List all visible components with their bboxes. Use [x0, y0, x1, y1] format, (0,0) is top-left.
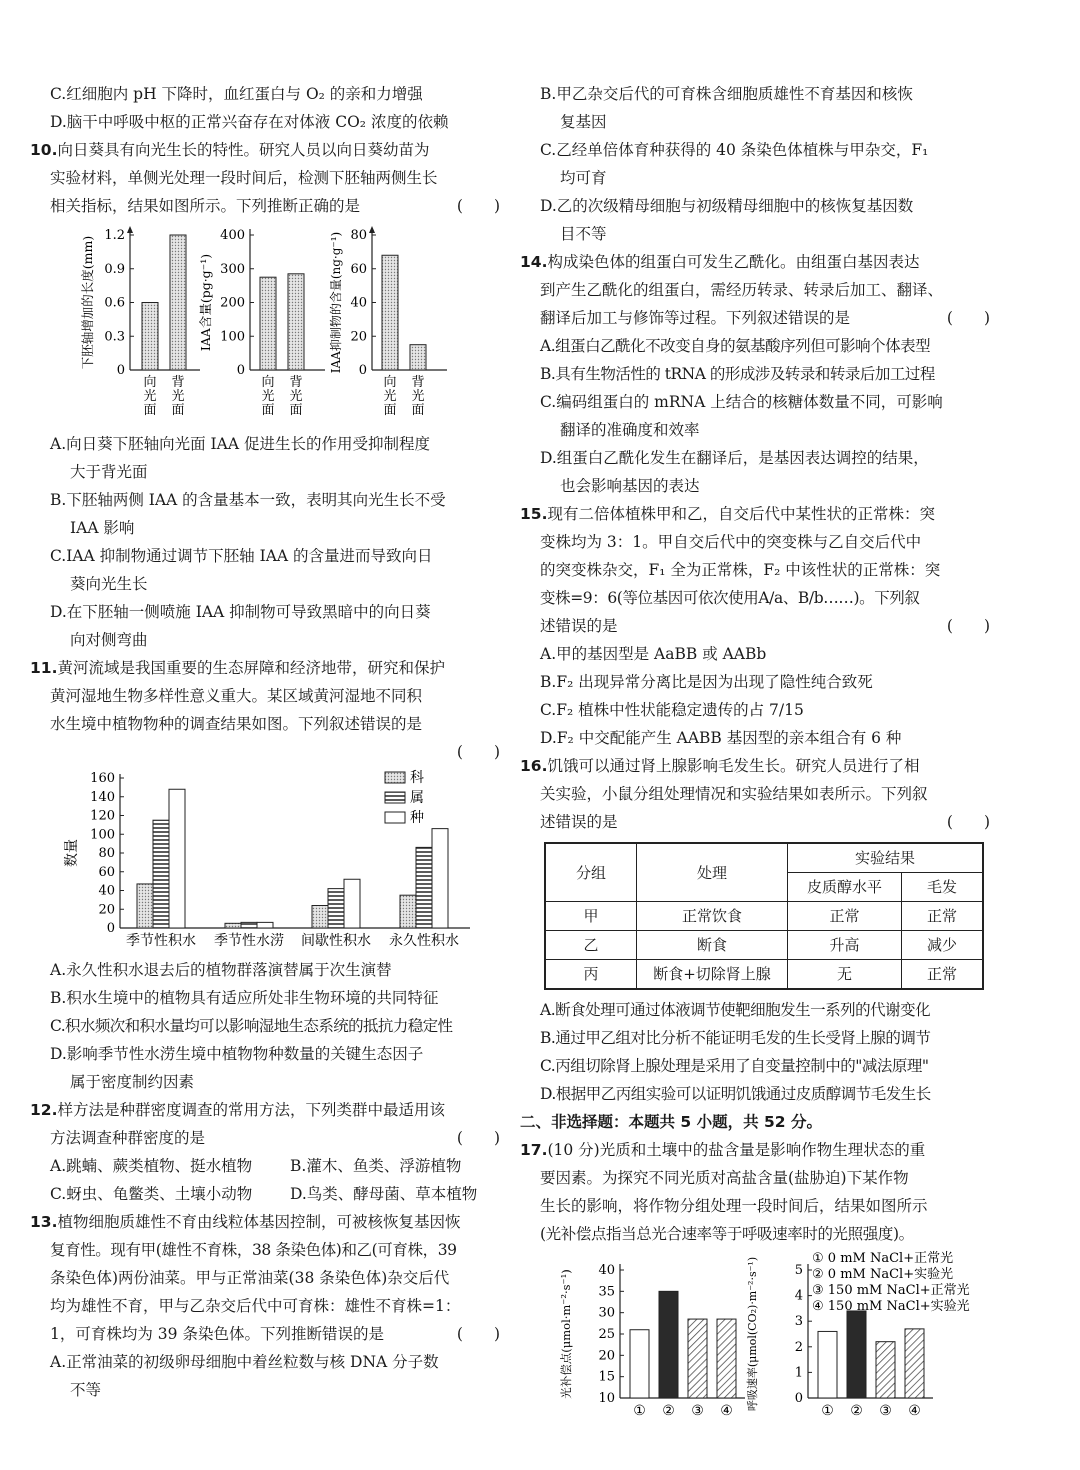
q11-option-a: A.永久性积水退去后的植物群落演替属于次生演替 [50, 961, 392, 979]
y-tick-label: 1.2 [104, 228, 125, 243]
y-tick-label: 120 [90, 808, 115, 824]
y-tick-label: 300 [220, 261, 245, 277]
q10-option-b: B.下胚轴两侧 IAA 的含量基本一致，表明其向光生长不受 [50, 491, 446, 509]
y-tick-label: 60 [350, 261, 367, 277]
legend-swatch [385, 772, 405, 783]
y-tick-label: 30 [598, 1305, 615, 1321]
q14-option-c: C.编码组蛋白的 mRNA 上结合的核糖体数量不同，可影响 [540, 393, 943, 411]
q14-option-d: D.组蛋白乙酰化发生在翻译后，是基因表达调控的结果， [540, 449, 929, 467]
table-header-cortisol: 皮质醇水平 [788, 873, 902, 902]
bar [312, 906, 328, 929]
q15-option-b: B.F₂ 出现异常分离比是因为出现了隐性纯合致死 [540, 673, 873, 691]
table-cell: 正常 [902, 960, 984, 990]
q16-stem-line: 述错误的是 ( ) [520, 808, 990, 836]
bar [905, 1329, 924, 1398]
q17-stem-line: 17.(10 分)光质和土壤中的盐含量是影响作物生理状态的重 [520, 1141, 926, 1159]
y-tick-label: 0 [236, 363, 245, 378]
q11-stem-line: 11.黄河流域是我国重要的生态屏障和经济地带，研究和保护 [30, 659, 445, 677]
x-tick-label-char: 光 [171, 389, 185, 404]
y-tick-label: 0.6 [104, 295, 125, 311]
legend-swatch [385, 792, 405, 803]
q17-stem-line: (光补偿点指当总光合速率等于呼吸速率时的光照强度)。 [540, 1225, 914, 1243]
q14-number: 14. [520, 253, 548, 271]
y-tick-label: 100 [90, 827, 115, 843]
x-tick-label-char: 向 [261, 375, 275, 390]
x-tick-label-char: 面 [383, 403, 397, 418]
q10-option-a-cont: 大于背光面 [70, 463, 148, 481]
q13-option-d: D.乙的次级精母细胞与初级精母细胞中的核恢复基因数 [540, 197, 914, 215]
q10-bar-charts [30, 220, 500, 430]
q11-stem-line: 黄河湿地生物多样性意义重大。某区域黄河湿地不同积 [50, 687, 423, 705]
legend-label: ① 0 mM NaCl+正常光 [812, 1251, 954, 1266]
legend-label: 属 [410, 790, 424, 806]
y-tick-label: 15 [598, 1369, 615, 1385]
q16-option-b: B.通过甲乙组对比分析不能证明毛发的生长受肾上腺的调节 [540, 1029, 931, 1047]
y-tick-label: 140 [90, 789, 115, 805]
answer-blank: ( ) [946, 813, 990, 831]
y-axis-label: 数量 [64, 839, 80, 867]
table-row [545, 960, 983, 990]
q11-stem-line: 水生境中植物物种的调查结果如图。下列叙述错误的是 [50, 715, 423, 733]
q9-option-d: D.脑干中呼吸中枢的正常兴奋存在对体液 CO₂ 浓度的依赖 [50, 113, 449, 131]
y-tick-label: 40 [98, 883, 115, 899]
y-tick-label: 2 [794, 1339, 803, 1355]
q13-stem-line: 1，可育株均为 39 条染色体。下列推断错误的是 ( ) [30, 1320, 500, 1348]
q10-stem-line: 实验材料，单侧光处理一段时间后，检测下胚轴两侧生长 [50, 169, 438, 187]
bar [410, 345, 426, 370]
q11-option-d: D.影响季节性水涝生境中植物物种数量的关键生态因子 [50, 1045, 424, 1063]
table-cell: 断食+切除肾上腺 [637, 960, 788, 990]
q12-options-row [30, 1180, 500, 1208]
y-tick-label: 3 [794, 1314, 803, 1330]
q12-options-row [30, 1152, 500, 1180]
x-tick-label-char: 向 [383, 375, 397, 390]
y-tick-label: 35 [598, 1284, 615, 1300]
q11-option-c: C.积水频次和积水量均可以影响湿地生态系统的抵抗力稳定性 [50, 1017, 453, 1035]
x-tick-label-char: 面 [261, 403, 275, 418]
legend-label: 科 [410, 770, 424, 786]
table-header-group: 分组 [545, 843, 637, 902]
y-tick-label: 20 [98, 902, 115, 918]
x-tick-label-char: 光 [289, 389, 303, 404]
x-tick-label-char: 面 [411, 403, 425, 418]
x-tick-label-char: 光 [383, 389, 397, 404]
q11-number: 11. [30, 659, 58, 677]
bar [260, 277, 276, 370]
y-axis-label: 下胚轴增加的长度(mm) [80, 235, 95, 370]
bar [847, 1311, 866, 1398]
q12-stem-line: 方法调查种群密度的是 ( ) [30, 1124, 500, 1152]
y-tick-label: 400 [220, 228, 245, 243]
section-heading: 二、非选择题：本题共 5 小题，共 52 分。 [520, 1113, 822, 1131]
q13-option-b-cont: 复基因 [560, 113, 607, 131]
bar [241, 922, 257, 928]
q15-option-a: A.甲的基因型是 AaBB 或 AABb [540, 645, 767, 663]
q14-stem-line: 翻译后加工与修饰等过程。下列叙述错误的是 ( ) [520, 304, 990, 332]
y-tick-label: 10 [598, 1391, 615, 1406]
y-tick-label: 20 [350, 329, 367, 345]
x-tick-label: ② [850, 1403, 863, 1419]
table-cell: 断食 [637, 931, 788, 960]
x-tick-label: ② [662, 1403, 675, 1419]
bar [153, 820, 169, 928]
x-tick-label: ① [633, 1403, 646, 1419]
x-tick-label [261, 375, 274, 418]
x-tick-label: 间歇性积水 [301, 933, 371, 949]
x-tick-label-char: 背 [289, 375, 303, 390]
table-cell: 正常 [788, 902, 902, 931]
y-axis-label: 光补偿点(μmol·m⁻²·s⁻¹) [559, 1269, 573, 1399]
x-tick-label: ① [821, 1403, 834, 1419]
x-tick-label-char: 光 [411, 389, 425, 404]
y-tick-label: 4 [794, 1288, 803, 1304]
bar [432, 829, 448, 928]
y-tick-label: 0.9 [104, 261, 125, 277]
q15-option-d: D.F₂ 中交配能产生 AABB 基因型的亲本组合有 6 种 [540, 729, 902, 747]
x-tick-label [289, 374, 302, 418]
x-tick-label-char: 向 [143, 375, 157, 390]
q15-stem-line: 15.现有二倍体植株甲和乙，自交后代中某性状的正常株：突 [520, 505, 935, 523]
q14-option-c-cont: 翻译的准确度和效率 [560, 421, 700, 439]
q16-option-c: C.丙组切除肾上腺处理是采用了自变量控制中的"减法原理" [540, 1057, 929, 1075]
q11-option-b: B.积水生境中的植物具有适应所处非生物环境的共同特征 [50, 989, 439, 1007]
bar [400, 895, 416, 928]
y-axis-label: 呼吸速率(μmol(CO₂)·m⁻²·s⁻¹) [746, 1256, 759, 1412]
y-tick-label: 80 [350, 228, 367, 243]
q14-option-d-cont: 也会影响基因的表达 [560, 477, 700, 495]
bar [142, 303, 158, 371]
bar [257, 922, 273, 928]
table-cell: 甲 [545, 902, 637, 931]
q17-number: 17. [520, 1141, 548, 1159]
q15-stem-line: 述错误的是 ( ) [520, 612, 990, 640]
q14-stem-line: 到产生乙酰化的组蛋白，需经历转录、转录后加工、翻译、 [540, 281, 944, 299]
q17-stem-line: 要因素。为探究不同光质对高盐含量(盐胁迫)下某作物 [540, 1169, 909, 1187]
q11-option-d-cont: 属于密度制约因素 [70, 1073, 195, 1091]
q13-stem-line: 复育性。现有甲(雄性不育株，38 条染色体)和乙(可育株，39 [50, 1241, 457, 1259]
y-tick-label: 60 [98, 864, 115, 880]
bar [170, 235, 186, 370]
q12-option-a: A.跳蝻、蕨类植物、挺水植物 [50, 1157, 253, 1175]
table-row [545, 931, 983, 960]
x-tick-label [143, 375, 156, 418]
legend-label: 种 [410, 810, 424, 826]
q16-number: 16. [520, 757, 548, 775]
bar [225, 923, 241, 928]
q13-option-a: A.正常油菜的初级卵母细胞中着丝粒数与核 DNA 分子数 [50, 1353, 439, 1371]
answer-blank: ( ) [946, 309, 990, 327]
answer-blank: ( ) [456, 197, 500, 215]
axis-arrow [369, 226, 375, 233]
bar [876, 1342, 895, 1398]
q13-option-a-cont: 不等 [70, 1381, 102, 1399]
x-tick-label [411, 374, 424, 418]
table-row [545, 902, 983, 931]
q17-bar-charts [520, 1248, 990, 1438]
q10-option-d-cont: 向对侧弯曲 [70, 631, 148, 649]
y-tick-label: 0.3 [104, 329, 125, 345]
q14-stem-line: 14.构成染色体的组蛋白可发生乙酰化。由组蛋白基因表达 [520, 253, 920, 271]
legend-label: ④ 150 mM NaCl+实验光 [812, 1299, 970, 1314]
q17-stem-line: 生长的影响，将作物分组处理一段时间后，结果如图所示 [540, 1197, 928, 1215]
q16-stem-line: 16.饥饿可以通过肾上腺影响毛发生长。研究人员进行了相 [520, 757, 920, 775]
q13-stem-line: 13.植物细胞质雄性不育由线粒体基因控制，可被核恢复基因恢 [30, 1213, 461, 1231]
table-cell: 丙 [545, 960, 637, 990]
y-tick-label: 5 [794, 1263, 803, 1278]
table-header-hair: 毛发 [902, 873, 984, 902]
bar [688, 1319, 707, 1398]
bar [328, 889, 344, 928]
q12-option-b: B.灌木、鱼类、浮游植物 [290, 1157, 462, 1175]
q13-option-b: B.甲乙杂交后代的可育株含细胞质雄性不育基因和核恢 [540, 85, 913, 103]
x-tick-label [171, 374, 184, 418]
q13-stem-line: 条染色体)两份油菜。甲与正常油菜(38 条染色体)杂交后代 [50, 1269, 450, 1287]
y-tick-label: 20 [598, 1348, 615, 1364]
bar [717, 1319, 736, 1398]
q14-option-b: B.具有生物活性的 tRNA 的形成涉及转录和转录后加工过程 [540, 365, 935, 383]
table-cell: 正常饮食 [637, 902, 788, 931]
q16-option-a: A.断食处理可通过体液调节使靶细胞发生一系列的代谢变化 [540, 1001, 931, 1019]
table-cell: 减少 [902, 931, 984, 960]
x-tick-label: ④ [908, 1403, 921, 1419]
q12-stem-line: 12.样方法是种群密度调查的常用方法，下列类群中最适用该 [30, 1101, 445, 1119]
q16-option-d: D.根据甲乙丙组实验可以证明饥饿通过皮质醇调节毛发生长 [540, 1085, 931, 1103]
q10-number: 10. [30, 141, 58, 159]
y-tick-label: 25 [598, 1327, 615, 1342]
q15-number: 15. [520, 505, 548, 523]
y-tick-label: 1 [794, 1365, 803, 1381]
y-tick-label: 100 [220, 329, 245, 345]
bar [630, 1330, 649, 1398]
answer-blank: ( ) [456, 1325, 500, 1343]
x-tick-label [383, 375, 396, 418]
x-tick-label: ④ [720, 1403, 733, 1419]
y-tick-label: 0 [794, 1391, 803, 1406]
x-tick-label: ③ [691, 1403, 704, 1419]
answer-blank: ( ) [946, 617, 990, 635]
y-tick-label: 40 [350, 295, 367, 311]
y-tick-label: 200 [220, 295, 245, 311]
y-tick-label: 0 [106, 921, 115, 936]
q15-option-c: C.F₂ 植株中性状能稳定遗传的占 7/15 [540, 701, 804, 719]
q13-option-d-cont: 目不等 [560, 225, 607, 243]
q10-option-a: A.向日葵下胚轴向光面 IAA 促进生长的作用受抑制程度 [50, 435, 430, 453]
q15-stem-line: 的突变株杂交，F₁ 全为正常株，F₂ 中该性状的正常株：突 [540, 561, 941, 579]
bar [382, 255, 398, 370]
x-tick-label: 季节性水涝 [214, 933, 284, 949]
q12-number: 12. [30, 1101, 58, 1119]
q10-stem-line: 相关指标，结果如图所示。下列推断正确的是 ( ) [30, 192, 500, 220]
legend-swatch [385, 812, 405, 823]
table-cell: 无 [788, 960, 902, 990]
q13-number: 13. [30, 1213, 58, 1231]
right-column [520, 80, 990, 1438]
table-cell: 乙 [545, 931, 637, 960]
legend-label: ③ 150 mM NaCl+正常光 [812, 1283, 970, 1298]
left-column [30, 80, 500, 1404]
q10-option-b-cont: IAA 影响 [70, 519, 135, 537]
table-cell: 正常 [902, 902, 984, 931]
bar [818, 1331, 837, 1398]
bar [169, 789, 185, 928]
table-header-results: 实验结果 [788, 843, 984, 873]
x-tick-label-char: 光 [143, 389, 157, 404]
q10-option-c: C.IAA 抑制物通过调节下胚轴 IAA 的含量进而导致向日 [50, 547, 433, 565]
q12-option-d: D.鸟类、酵母菌、草本植物 [290, 1185, 478, 1203]
bar [288, 274, 304, 370]
q14-option-a: A.组蛋白乙酰化不改变自身的氨基酸序列但可影响个体表型 [540, 337, 931, 355]
axis-arrow [127, 226, 133, 233]
q12-option-c: C.蚜虫、龟鳖类、土壤小动物 [50, 1185, 253, 1203]
answer-blank: ( ) [456, 743, 500, 761]
y-axis-label: IAA含量(pg·g⁻¹) [198, 253, 213, 352]
bar [344, 879, 360, 928]
bar [416, 847, 432, 928]
x-tick-label-char: 光 [261, 389, 275, 404]
answer-blank: ( ) [456, 1129, 500, 1147]
q13-option-c-cont: 均可育 [560, 169, 607, 187]
q16-stem-line: 关实验，小鼠分组处理情况和实验结果如表所示。下列叙 [540, 785, 928, 803]
y-tick-label: 40 [598, 1263, 615, 1278]
x-tick-label: ③ [879, 1403, 892, 1419]
x-tick-label: 季节性积水 [126, 933, 196, 949]
q15-stem-line: 变株=9：6(等位基因可依次使用A/a、B/b……)。下列叙 [540, 589, 920, 607]
table-cell: 升高 [788, 931, 902, 960]
q10-option-c-cont: 葵向光生长 [70, 575, 148, 593]
x-tick-label-char: 面 [143, 403, 157, 418]
y-tick-label: 80 [98, 846, 115, 861]
q16-results-table [544, 842, 984, 990]
y-tick-label: 160 [90, 771, 115, 786]
bar [659, 1291, 678, 1398]
legend-label: ② 0 mM NaCl+实验光 [812, 1267, 954, 1282]
q10-stem-line: 10.向日葵具有向光生长的特性。研究人员以向日葵幼苗为 [30, 141, 430, 159]
q9-option-c: C.红细胞内 pH 下降时，血红蛋白与 O₂ 的亲和力增强 [50, 85, 423, 103]
q15-stem-line: 变株均为 3：1。甲自交后代中的突变株与乙自交后代中 [540, 533, 922, 551]
x-tick-label-char: 背 [171, 375, 185, 390]
q10-option-d: D.在下胚轴一侧喷施 IAA 抑制物可导致黑暗中的向日葵 [50, 603, 431, 621]
y-tick-label: 0 [358, 363, 367, 378]
x-tick-label-char: 面 [289, 403, 303, 418]
q13-option-c: C.乙经单倍体育种获得的 40 条染色体植株与甲杂交，F₁ [540, 141, 929, 159]
bar [137, 884, 153, 928]
y-tick-label: 0 [116, 363, 125, 378]
x-tick-label-char: 背 [411, 375, 425, 390]
x-tick-label-char: 面 [171, 403, 185, 418]
q11-grouped-bar-chart [30, 766, 500, 956]
q13-stem-line: 均为雄性不育，甲与乙杂交后代中可育株：雄性不育株=1： [50, 1297, 461, 1315]
y-axis-label: IAA抑制物的含量(ng·g⁻¹) [329, 231, 343, 374]
table-header-treatment: 处理 [637, 843, 788, 902]
x-tick-label: 永久性积水 [389, 933, 459, 949]
